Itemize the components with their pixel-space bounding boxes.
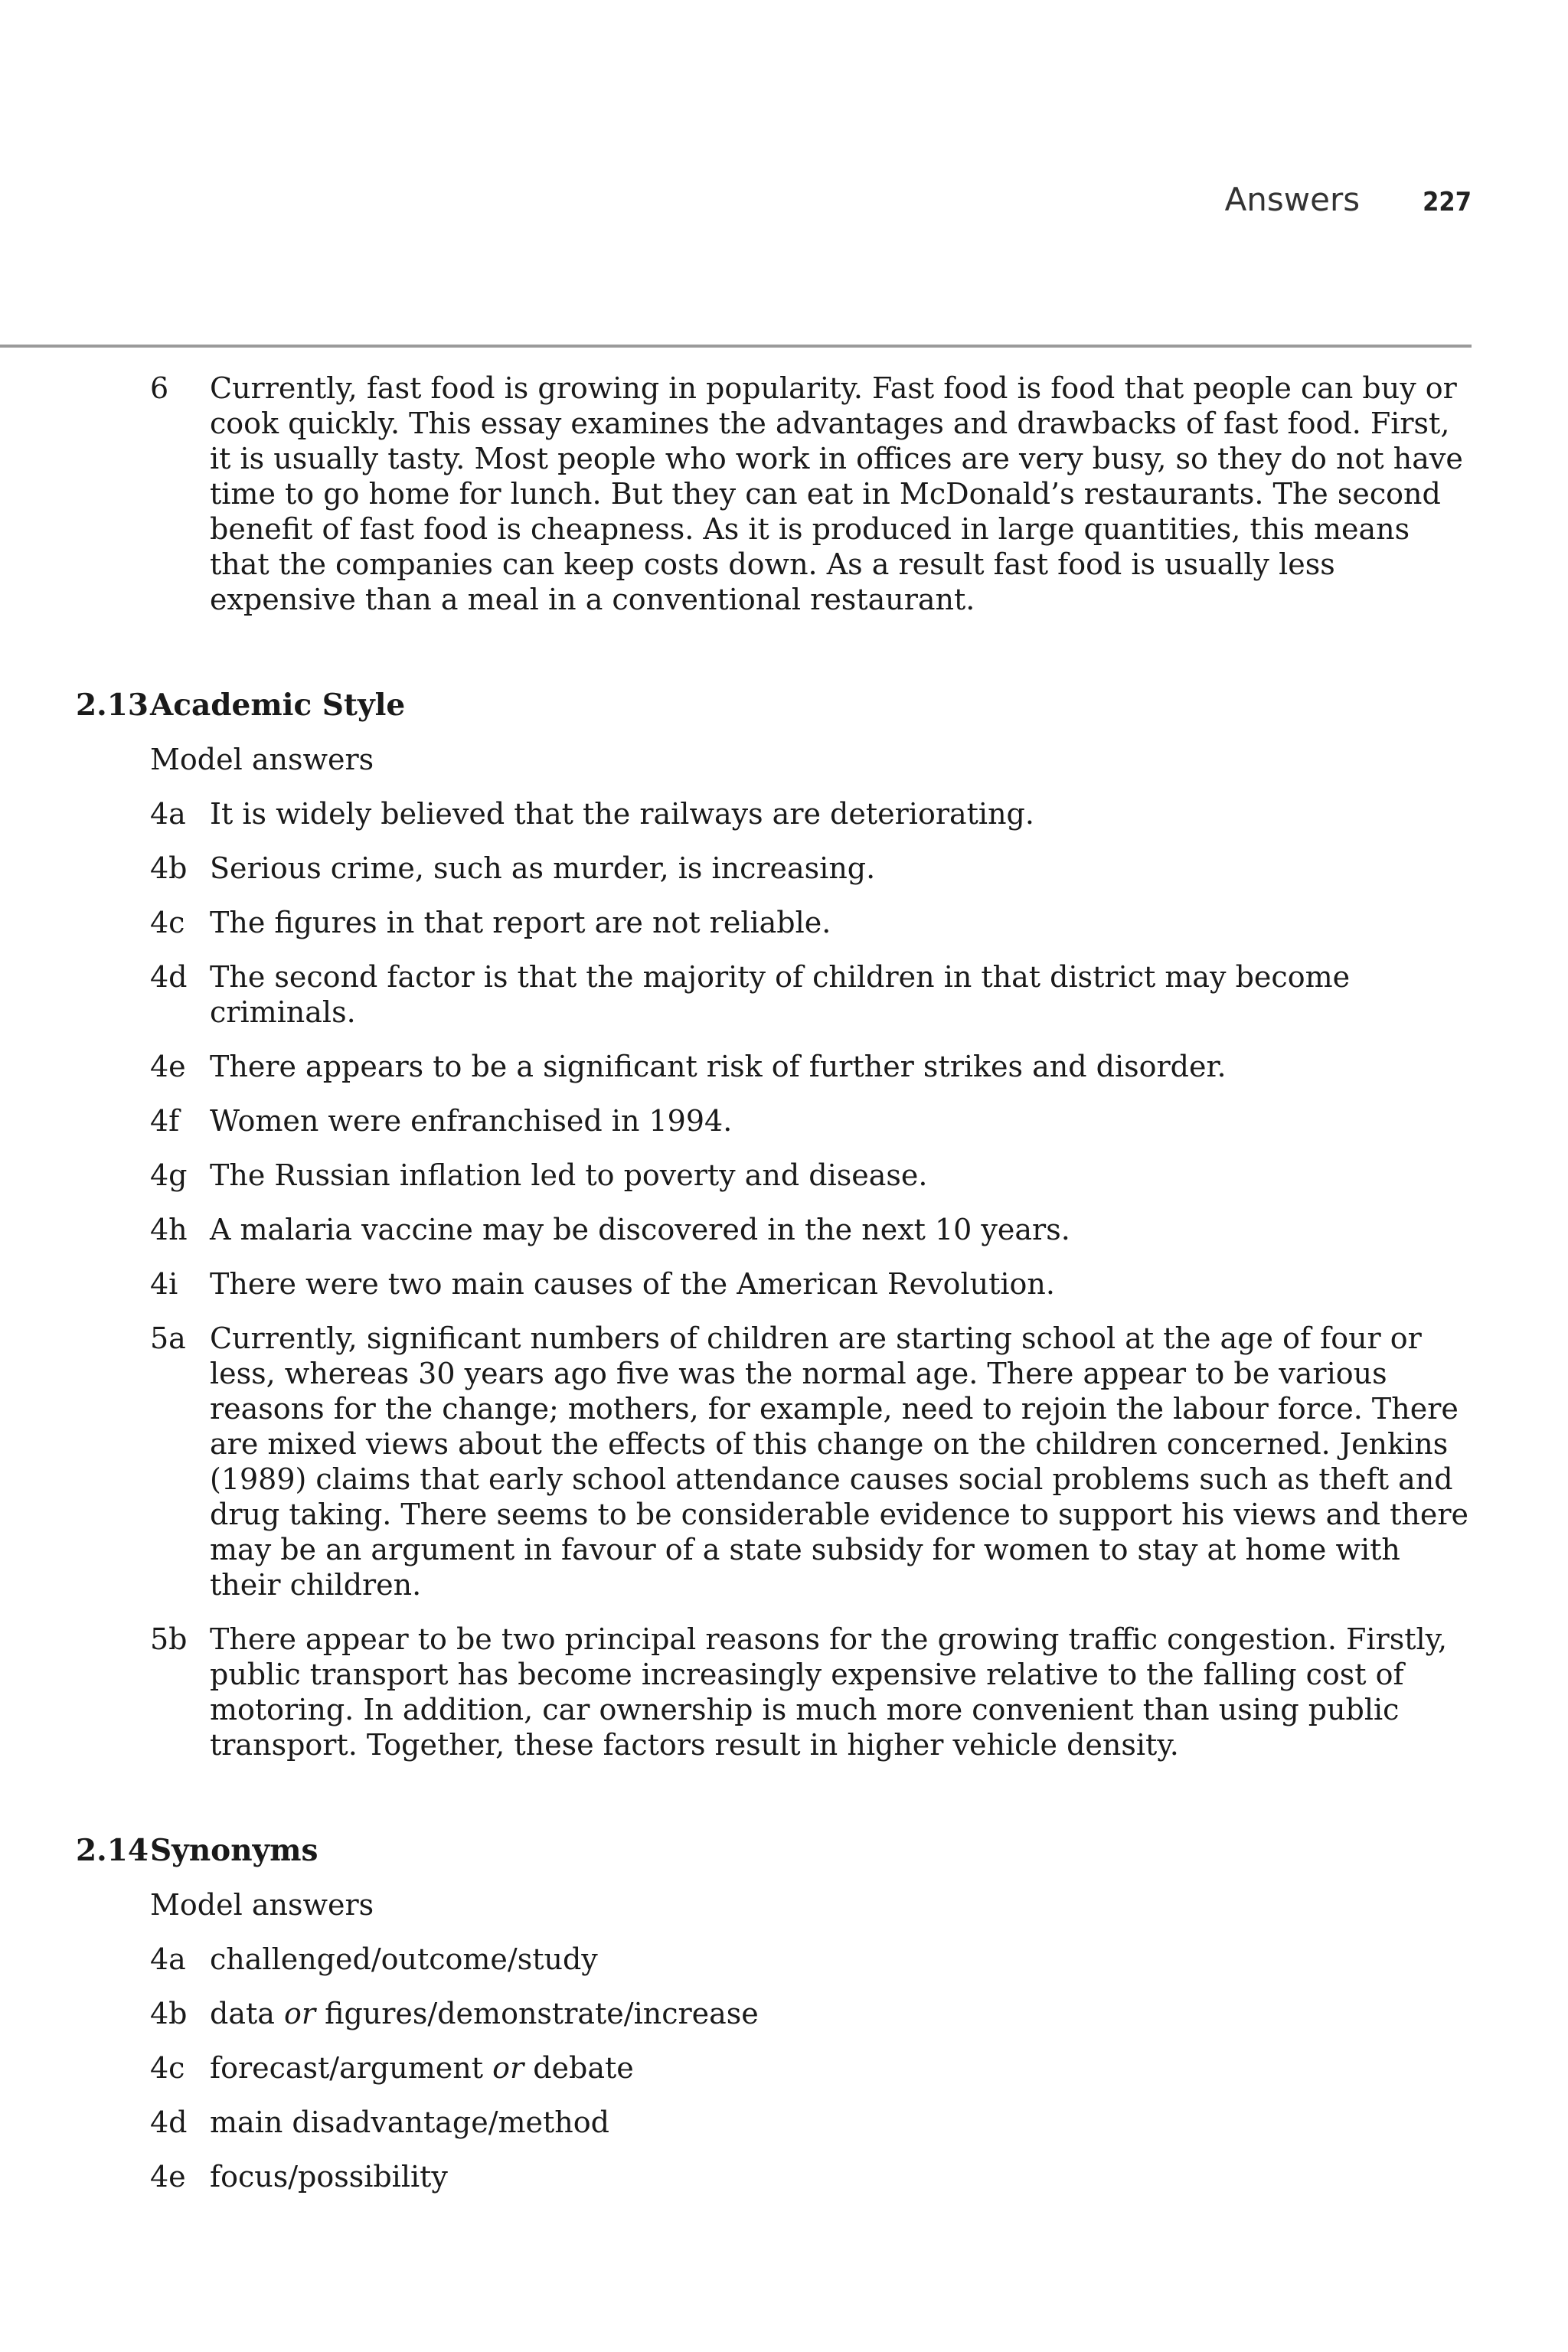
list-item [150,1103,1475,1138]
item-label: 4c [150,2051,185,2085]
item-text [210,1996,1475,2031]
item-text: Currently, significant numbers of children are starting school at the age of four or less, whereas 30 years ago five was the normal age. There appear to be various reasons for the change; mothers, for example, need to rejoin the labour force. There are mixed views about the effects of this change on the children concerned. Jenkins (1989) claims that early school attendance causes social problems such as theft and drug taking. There seems to be considerable evidence to support his views and there may be an argument in favour of a state subsidy for women to stay at home with their children. [210,1321,1468,1602]
list-item [150,959,1475,1030]
list-item [150,1212,1475,1247]
item-label: 4b [150,1997,188,2030]
section-title: Academic Style [150,688,406,723]
list-item [150,1158,1475,1193]
item-text [210,2050,1475,2086]
running-head-title: Answers [1224,181,1361,218]
item-label: 5a [150,1321,186,1355]
item-label: 4h [150,1213,188,1246]
item-text: Serious crime, such as murder, is increasing. [210,851,876,885]
item-text: challenged/outcome/study [210,1942,598,1976]
item-text: There were two main causes of the American Revolution. [210,1267,1055,1301]
item-text-emphasis: or [284,1997,316,2030]
item-text: It is widely believed that the railways are deteriorating. [210,797,1034,831]
model-answers-label: Model answers [150,743,374,776]
item-text: main disadvantage/method [210,2105,609,2139]
item-text: The second factor is that the majority of children in that district may become criminals. [210,960,1351,1029]
item-text: Women were enfranchised in 1994. [210,1104,733,1138]
list-item [150,1321,1475,1602]
item-text: There appear to be two principal reasons for the growing traffic congestion. Firstly, public transport has become increasingly expensive relative to the falling cost of motoring. In addition, car ownership is much more convenient than using public transport. Together, these factors result in higher vehicle density. [210,1622,1448,1762]
item-text-part: figures/demonstrate/increase [315,1997,759,2030]
item-label: 4e [150,2160,186,2194]
section-title: Synonyms [150,1833,318,1868]
list-item [150,905,1475,940]
item-label: 5b [150,1622,188,1656]
section-number: 2.13 [76,688,149,723]
section-heading-2-13 [76,688,1475,723]
item-text-emphasis: or [492,2051,524,2085]
item-label: 4i [150,1267,178,1301]
item-text: A malaria vaccine may be discovered in the next 10 years. [210,1213,1070,1246]
item-label: 4e [150,1050,186,1083]
list-item [150,1942,1475,1977]
model-answers-label: Model answers [150,1888,374,1922]
page-number: 227 [1423,187,1472,217]
list-item [150,2050,1475,2086]
answer-item-6 [150,371,1475,617]
item-text: Currently, fast food is growing in popularity. Fast food is food that people can buy or cook quickly. This essay examines the advantages and drawbacks of fast food. First, it is usually tasty. Most people who work in offices are very busy, so they do not have time to go home for lunch. But they can eat in McDonald’s restaurants. The second benefit of fast food is cheapness. As it is produced in large quantities, this means that the companies can keep costs down. As a result fast food is usually less expensive than a meal in a conventional restaurant. [210,371,1463,616]
item-label: 4d [150,2105,188,2139]
item-text: The figures in that report are not reliable. [210,906,831,939]
list-item [150,1266,1475,1302]
item-text-part: debate [524,2051,634,2085]
section-heading-2-14 [76,1833,1475,1868]
list-item [150,2105,1475,2140]
item-text-part: forecast/argument [210,2051,493,2085]
item-text: focus/possibility [210,2160,448,2194]
item-text: The Russian inflation led to poverty and disease. [210,1158,928,1192]
page-content [76,371,1475,2194]
list-item [150,2159,1475,2194]
running-head [1225,181,1472,218]
list-item [150,796,1475,831]
item-label: 6 [150,371,169,405]
list-item [150,1049,1475,1084]
item-label: 4c [150,906,185,939]
section-number: 2.14 [76,1833,149,1868]
item-text: There appears to be a significant risk of further strikes and disorder. [210,1050,1227,1083]
item-label: 4b [150,851,188,885]
item-label: 4f [150,1104,180,1138]
list-item [150,1622,1475,1762]
item-text-part: data [210,1997,284,2030]
item-label: 4a [150,1942,186,1976]
item-label: 4d [150,960,188,994]
list-item [150,1996,1475,2031]
item-label: 4a [150,797,186,831]
header-rule [0,345,1472,348]
item-label: 4g [150,1158,188,1192]
list-item [150,851,1475,886]
